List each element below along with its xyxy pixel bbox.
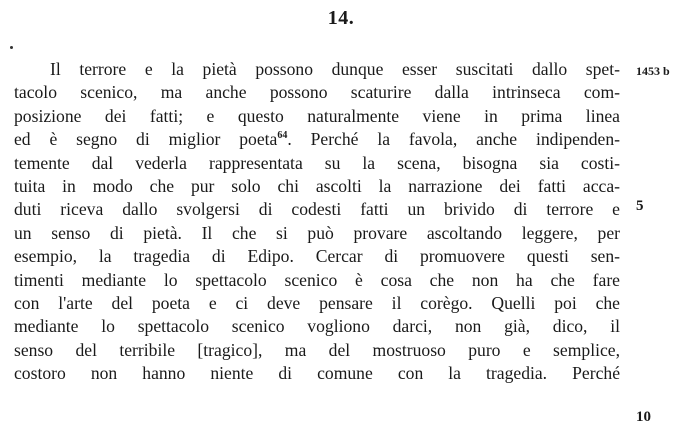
text-line [14,81,620,104]
printing-speck [10,46,13,49]
margin-line-number-5: 5 [636,198,644,214]
line-text: tacolo scenico, ma anche possono scaturire dalla intrinseca com- [14,82,620,103]
text-line [14,315,620,338]
text-line [14,222,620,245]
text-line [14,128,620,151]
line-text: tuita in modo che pur solo chi ascolti la narrazione dei fatti acca- [14,175,620,196]
line-text: Il terrore e la pietà possono dunque esser suscitati dallo spet- [50,59,620,79]
body-text [14,58,620,385]
line-text: esempio, la tragedia di Edipo. Cercar di promuovere questi sen- [14,246,620,267]
margin-bekker-reference: 1453 b [636,64,670,78]
text-line [14,292,620,315]
text-line [14,269,620,292]
section-number: 14. [327,7,355,29]
line-text: temente dal vederla rappresentata su la scena, bisogna sia costi- [14,152,620,173]
text-line [14,339,620,362]
text-line [14,105,620,128]
line-text: senso del terribile [tragico], ma del mostruoso puro e semplice, [14,339,620,360]
text-line [14,152,620,175]
line-text: ed è segno di miglior poeta [14,129,278,150]
line-text: . Perché la favola, anche indipenden- [287,129,620,150]
text-line [14,58,620,81]
text-line [14,175,620,198]
text-line [14,245,620,268]
text-line [14,362,620,385]
margin-line-number-10: 10 [636,409,651,425]
line-text: duti riceva dallo svolgersi di codesti fatti un brivido di terrore e [14,199,620,220]
line-text: mediante lo spettacolo scenico vogliono darci, non già, dico, il [14,316,620,337]
line-text: costoro non hanno niente di comune con la tragedia. Perché [14,363,620,384]
line-text: un senso di pietà. Il che si può provare ascoltando leggere, per [14,222,620,243]
line-text: timenti mediante lo spettacolo scenico è cosa che non ha che fare [14,269,620,290]
footnote-marker: 64 [277,130,288,142]
line-text: posizione dei fatti; e questo naturalmente viene in prima linea [14,105,620,126]
text-line [14,198,620,221]
line-text: con l'arte del poeta e ci deve pensare il corègo. Quelli poi che [14,292,620,313]
